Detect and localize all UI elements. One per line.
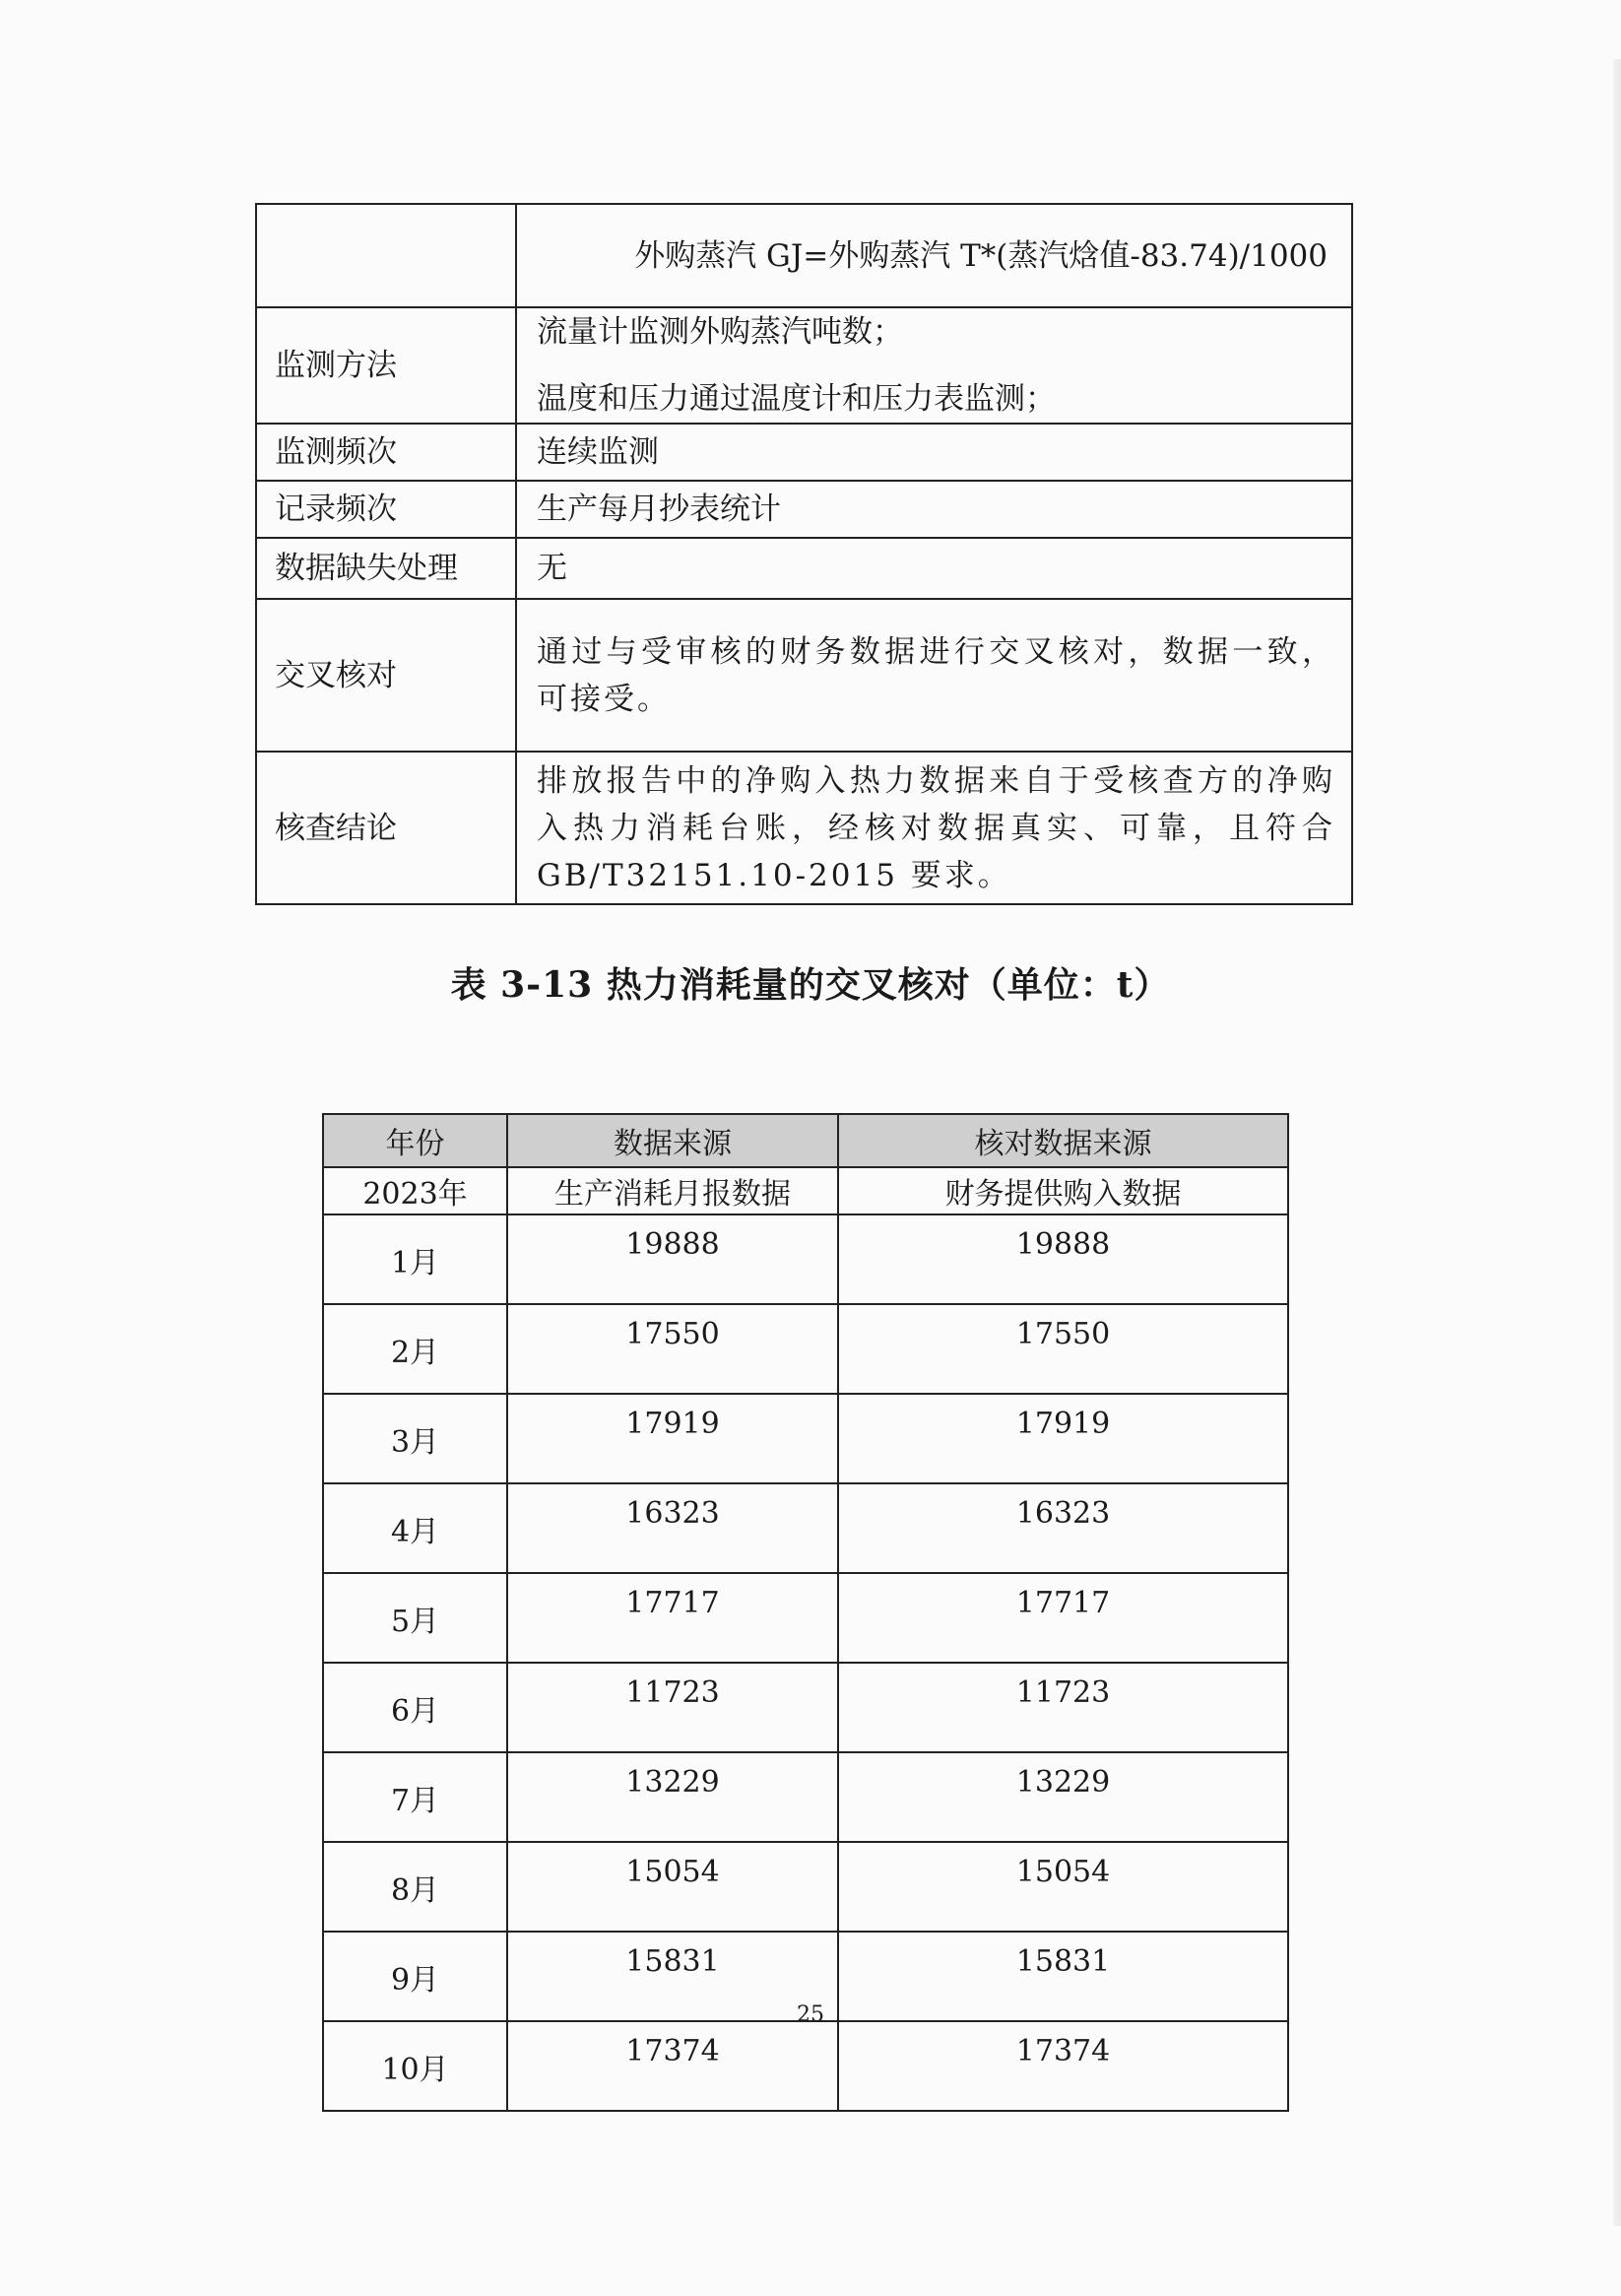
row-content: 通过与受审核的财务数据进行交叉核对，数据一致，可接受。 [516,599,1352,752]
row-label: 监测方法 [256,307,516,424]
table-row [256,481,1352,538]
row-label: 数据缺失处理 [256,538,516,599]
table-row [256,538,1352,599]
subheader-cell: 2023年 [323,1167,507,1214]
content-line: 温度和压力通过温度计和压力表监测； [537,381,1056,417]
table-row [256,204,1352,307]
production-value-cell: 13229 [507,1752,838,1842]
content-line: 流量计监测外购蒸汽吨数； [537,314,903,350]
row-content: 生产每月抄表统计 [516,481,1352,538]
month-cell: 8月 [323,1842,507,1932]
row-content: 无 [516,538,1352,599]
heat-consumption-table [322,1113,1289,2112]
production-value-cell: 17919 [507,1394,838,1483]
finance-value-cell: 15054 [838,1842,1288,1932]
production-value-cell: 17374 [507,2021,838,2111]
empty-label-cell [256,204,516,307]
month-cell: 9月 [323,1932,507,2021]
production-value-cell: 15831 [507,1932,838,2021]
finance-value-cell: 19888 [838,1214,1288,1304]
month-cell: 7月 [323,1752,507,1842]
finance-value-cell: 15831 [838,1932,1288,2021]
finance-value-cell: 17717 [838,1573,1288,1663]
finance-value-cell: 11723 [838,1663,1288,1752]
finance-value-cell: 17550 [838,1304,1288,1394]
table-row [323,1573,1288,1663]
production-value-cell: 17550 [507,1304,838,1394]
finance-value-cell: 17919 [838,1394,1288,1483]
production-value-cell: 19888 [507,1214,838,1304]
month-cell: 6月 [323,1663,507,1752]
page-number: 25 [797,2002,824,2027]
table-row [256,424,1352,481]
table-row [323,1304,1288,1394]
row-label: 监测频次 [256,424,516,481]
table-caption: 表 3-13 热力消耗量的交叉核对（单位：t） [450,964,1171,1006]
row-label: 记录频次 [256,481,516,538]
production-value-cell: 11723 [507,1663,838,1752]
subheader-cell: 生产消耗月报数据 [507,1167,838,1214]
table-row [323,1752,1288,1842]
data-rows [323,1214,1288,2111]
table-row [256,599,1352,752]
finance-value-cell: 17374 [838,2021,1288,2111]
month-cell: 1月 [323,1214,507,1304]
header-cell: 数据来源 [507,1114,838,1167]
scan-edge-artifact [1613,59,1621,2226]
table-row [256,752,1352,904]
subheader-cell: 财务提供购入数据 [838,1167,1288,1214]
table-row [323,1663,1288,1752]
production-value-cell: 15054 [507,1842,838,1932]
row-content: 连续监测 [516,424,1352,481]
production-value-cell: 17717 [507,1573,838,1663]
month-cell: 10月 [323,2021,507,2111]
header-row [323,1114,1288,1167]
row-label: 交叉核对 [256,599,516,752]
row-content [516,307,1352,424]
row-content: 排放报告中的净购入热力数据来自于受核查方的净购入热力消耗台账，经核对数据真实、可靠，且符合GB/T32151.10-2015 要求。 [516,752,1352,904]
header-cell: 核对数据来源 [838,1114,1288,1167]
formula-cell: 外购蒸汽 GJ=外购蒸汽 T*(蒸汽焓值-83.74)/1000 [516,204,1352,307]
month-cell: 4月 [323,1483,507,1573]
production-value-cell: 16323 [507,1483,838,1573]
subheader-row [323,1167,1288,1214]
finance-value-cell: 16323 [838,1483,1288,1573]
finance-value-cell: 13229 [838,1752,1288,1842]
table-row [323,1842,1288,1932]
table-row [256,307,1352,424]
month-cell: 2月 [323,1304,507,1394]
monitoring-info-table [255,203,1353,905]
table-row [323,1214,1288,1304]
header-cell: 年份 [323,1114,507,1167]
month-cell: 3月 [323,1394,507,1483]
row-label: 核查结论 [256,752,516,904]
month-cell: 5月 [323,1573,507,1663]
table-row [323,2021,1288,2111]
table-row [323,1394,1288,1483]
table-row [323,1483,1288,1573]
